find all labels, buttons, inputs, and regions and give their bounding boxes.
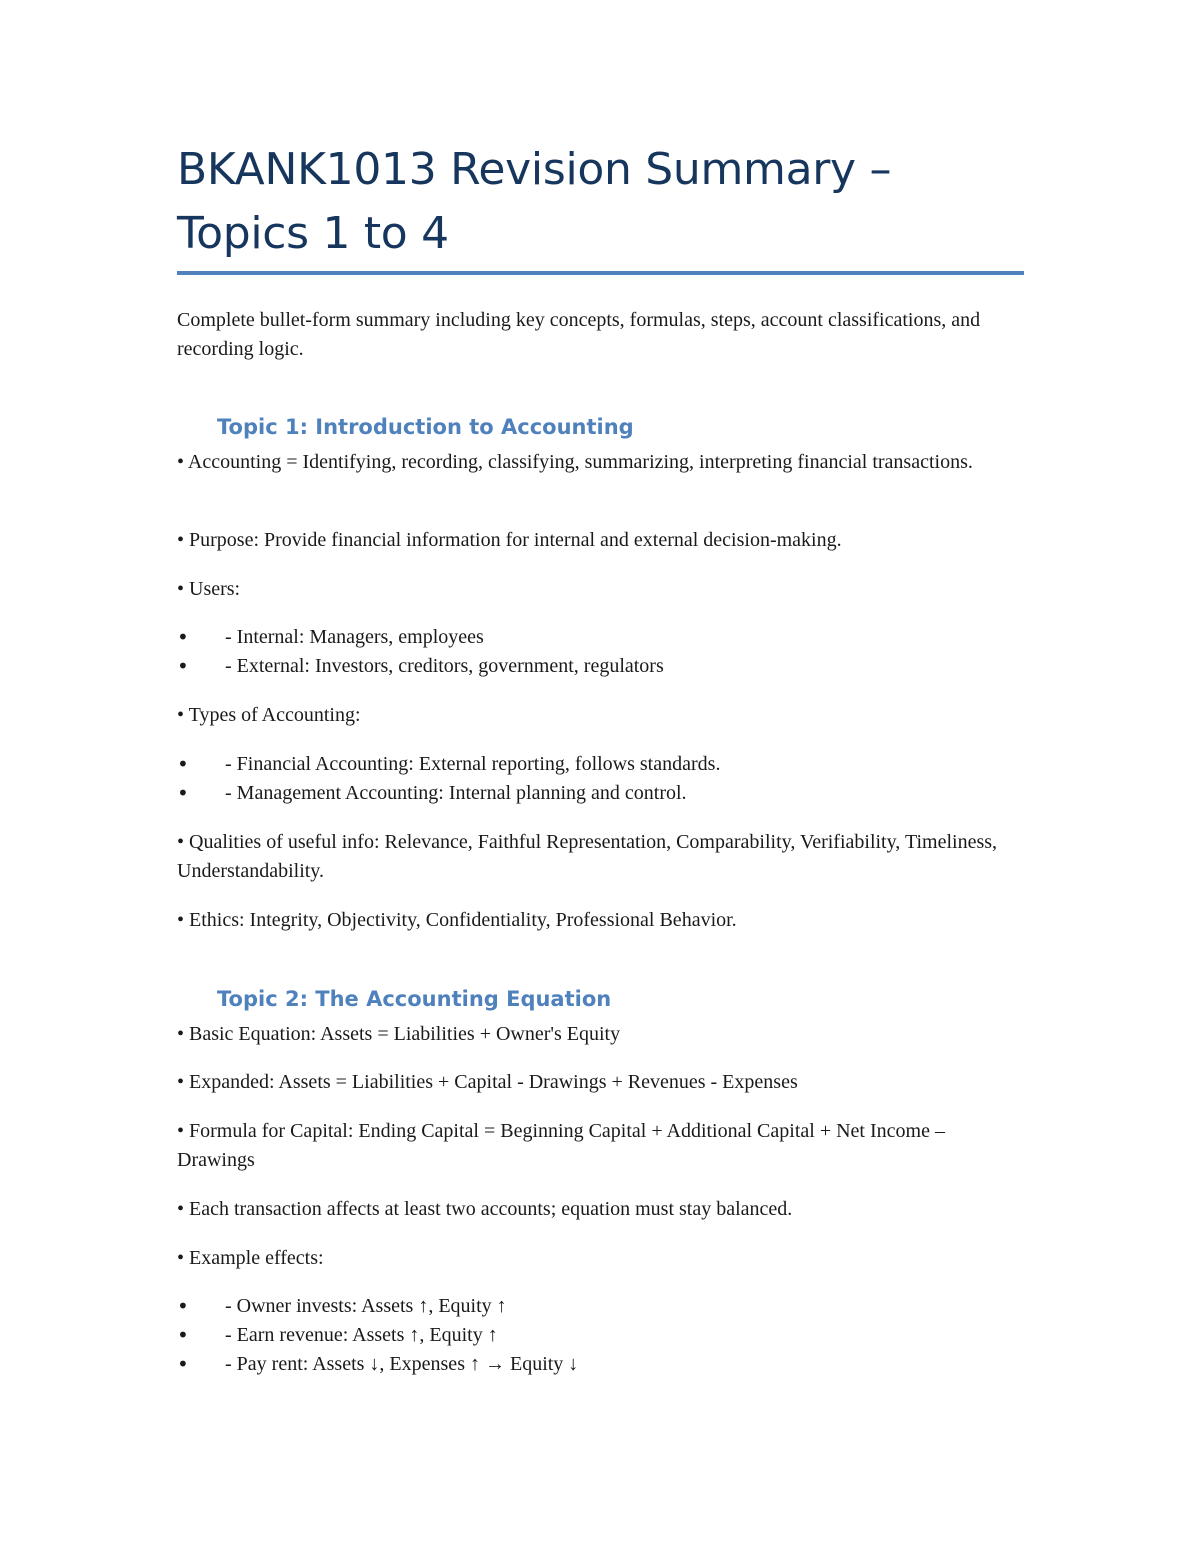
topic1-heading: Topic 1: Introduction to Accounting — [217, 415, 634, 439]
topic1-purpose-block — [177, 526, 1027, 555]
title-underline — [177, 271, 1024, 275]
topic2-examples-list-block — [177, 1292, 1027, 1379]
document-title: BKANK1013 Revision Summary – Topics 1 to 4 — [177, 144, 892, 259]
topic1-ethics: • Ethics: Integrity, Objectivity, Confidentiality, Professional Behavior. — [177, 909, 737, 931]
topic1-heading-block — [177, 412, 1027, 442]
topic2-basic-equation: • Basic Equation: Assets = Liabilities + Owner's Equity — [177, 1023, 621, 1045]
examples-list — [177, 1292, 1027, 1379]
users-list — [177, 623, 1027, 681]
topic2-examples-label-block — [177, 1244, 1027, 1273]
topic2-capital-block — [177, 1117, 1027, 1175]
topic1-types-list-block — [177, 750, 1027, 808]
topic2-capital-formula: • Formula for Capital: Ending Capital = Beginning Capital + Additional Capital + Net Income – Drawings — [177, 1120, 945, 1171]
topic1-users-label: • Users: — [177, 578, 241, 600]
list-item: • - Pay rent: Assets ↓, Expenses ↑ → Equity ↓ — [177, 1350, 1027, 1379]
topic1-qualities: • Qualities of useful info: Relevance, Faithful Representation, Comparability, Verifiability, Timeliness, Understandability. — [177, 831, 998, 882]
topic2-balance-block — [177, 1195, 1027, 1224]
topic2-heading-block — [177, 984, 1027, 1014]
topic2-expanded-block — [177, 1068, 1027, 1097]
list-item: • - Financial Accounting: External reporting, follows standards. — [177, 750, 1027, 779]
topic1-definition: • Accounting = Identifying, recording, classifying, summarizing, interpreting financial transactions. — [177, 451, 973, 473]
topic1-ethics-block — [177, 906, 1027, 935]
topic1-purpose: • Purpose: Provide financial information for internal and external decision-making. — [177, 529, 842, 551]
list-item: • - External: Investors, creditors, government, regulators — [177, 652, 1027, 681]
types-list — [177, 750, 1027, 808]
list-item: • - Earn revenue: Assets ↑, Equity ↑ — [177, 1321, 1027, 1350]
list-item: • - Owner invests: Assets ↑, Equity ↑ — [177, 1292, 1027, 1321]
list-item: • - Management Accounting: Internal planning and control. — [177, 779, 1027, 808]
topic1-definition-block — [177, 448, 1027, 477]
topic1-users-list-block — [177, 623, 1027, 681]
topic2-expanded-equation: • Expanded: Assets = Liabilities + Capital - Drawings + Revenues - Expenses — [177, 1071, 798, 1093]
topic2-examples-label: • Example effects: — [177, 1247, 324, 1269]
topic2-heading: Topic 2: The Accounting Equation — [217, 987, 612, 1011]
topic1-qualities-block — [177, 828, 1027, 886]
topic1-users-block — [177, 575, 1027, 604]
topic2-balance-rule: • Each transaction affects at least two accounts; equation must stay balanced. — [177, 1198, 793, 1220]
topic1-types-block — [177, 701, 1027, 730]
topic2-basic-block — [177, 1020, 1027, 1049]
topic1-types-label: • Types of Accounting: — [177, 704, 361, 726]
intro-paragraph: Complete bullet-form summary including key concepts, formulas, steps, account classifications, and recording logic. — [177, 309, 981, 360]
list-item: • - Internal: Managers, employees — [177, 623, 1027, 652]
